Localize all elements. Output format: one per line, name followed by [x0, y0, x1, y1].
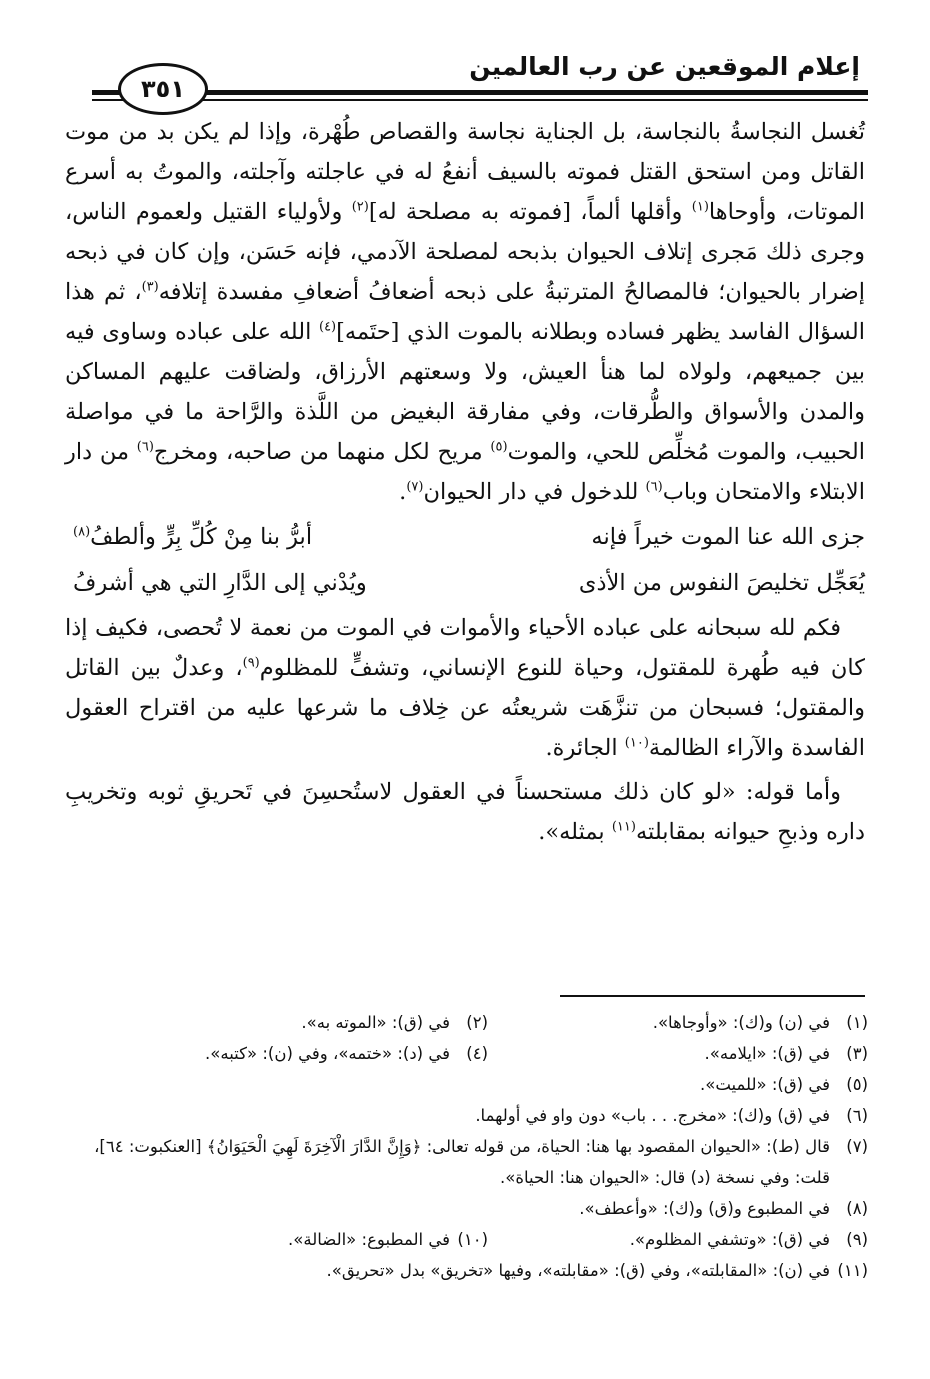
poem [65, 514, 865, 606]
footnote-marker: (١٠) [624, 735, 649, 751]
paragraph-text: ولأولياء القتيل ولعموم الناس، وجرى ذلك مَجرى إتلاف الحيوان بذبحه لمصلحة الآدمي، فإنه حَسَن، وإن كان في ذبحه إضرار بالحيوان؛ فالمصالحُ المترتبةُ على ذبحه أضعافُ أضعافِ مفسدة إتلافه [65, 199, 865, 305]
paragraph-text: . [399, 479, 407, 505]
footnote-marker: (٦) [136, 439, 154, 455]
footnote: (٦) في (ق) و(ك): «مخرج. . . باب» دون واو في أولهما. [475, 1106, 868, 1125]
footnote-marker: (٣) [141, 279, 159, 295]
footnote: (١٠) في المطبوع: «الضالة». [288, 1230, 488, 1249]
footnote-marker: (٥) [490, 439, 508, 455]
paragraph-text: بمثله». [538, 819, 612, 845]
paragraph-text: فكم لله سبحانه على عباده الأحياء والأموات في الموت من نعمة لا تُحصى، فكيف إذا كان فيه طُهرة للمقتول، وحياة للنوع الإنساني، وتشفٍّ للمظلوم [65, 615, 865, 681]
footnote: (٨) في المطبوع و(ق) و(ك): «وأعطف». [579, 1199, 868, 1218]
page-number-badge: ٣٥١ [118, 63, 208, 115]
paragraph [65, 112, 865, 512]
paragraph-text: من دار الابتلاء والامتحان وباب [65, 439, 865, 505]
footnote: (٤) في (د): «ختمه»، وفي (ن): «كتبه». [205, 1044, 488, 1063]
paragraph-text: الله على عباده وساوى فيه بين جميعهم، ولولاه لما هنأ العيش، ولا وسعتهم الأرزاق، ولضاقت عليهم المساكن والمدن والأسواق والطُّرقات، وفي مفارقة البغيض من اللَّذة والرَّاحة ما في مواصلة الحبيب، والموت مُخلِّص للحي، والموت [65, 319, 866, 465]
running-header-title: إعلام الموقعين عن رب العالمين [469, 52, 860, 81]
footnote-marker: (٩) [242, 655, 260, 671]
header-rule-thin [92, 99, 868, 101]
footnote: (١١) في (ن): «المقابلته»، وفي (ق): «مقابلته»، وفيها «تخريق» بدل «تحريق». [326, 1261, 868, 1280]
footnotes [60, 1007, 868, 1286]
paragraph-text: الجائرة. [545, 735, 625, 761]
poem-verse [65, 560, 865, 606]
footnote: (٩) في (ق): «وتشفي المظلوم». [629, 1230, 868, 1249]
footnote-marker: (٢) [351, 199, 369, 215]
footnote-marker: (٧) [406, 479, 424, 495]
paragraph-text: ، ثم هذا السؤال الفاسد يظهر فساده وبطلانه بالموت الذي [حتَمه] [65, 279, 865, 345]
paragraph-text: للدخول في دار الحيوان [423, 479, 646, 505]
verse-second-hemistich: أبرُّ بنا مِنْ كُلِّ بِرٍّ وألطفُ$^{(٨)}$ [73, 524, 313, 550]
footnote-marker: (٨) [73, 524, 91, 540]
paragraph-text: تُغسل النجاسةُ بالنجاسة، بل الجناية نجاسة والقصاص طُهْرة، وإذا لم يكن بد من موت القاتل ومن استحق القتل فموته بالسيف أنفعُ له في عاجلته وآجلته، والموتُ به أسرع الموتات، وأوحاها [65, 119, 866, 225]
verse-second-hemistich: ويُدْني إلى الدَّارِ التي هي أشرفُ [73, 570, 367, 596]
verse-first-hemistich: يُعَجِّل تخليصَ النفوس من الأذى [578, 570, 865, 596]
paragraph [65, 608, 865, 768]
paragraph [65, 772, 865, 852]
header-rule-thick [92, 90, 868, 95]
paragraph-text: وأقلها ألماً، [فموته به مصلحة له] [368, 199, 692, 225]
footnote-marker: (١١) [611, 819, 636, 835]
footnote: (٢) في (ق): «الموته به». [301, 1013, 488, 1032]
footnote: (٣) في (ق): «ايلامه». [704, 1044, 868, 1063]
footnote-separator [560, 995, 865, 997]
footnote: (٥) في (ق): «للميت». [699, 1075, 868, 1094]
footnote-marker: (١) [691, 199, 709, 215]
verse-first-hemistich: جزى الله عنا الموت خيراً فإنه [591, 524, 865, 550]
main-text [65, 112, 865, 852]
poem-verse [65, 514, 865, 560]
paragraph-text: وأما قوله: «لو كان ذلك مستحسناً في العقول لاستُحسِنَ في تَحريقِ ثوبه وتخريبِ داره وذبحِ حيوانه بمقابلته [65, 779, 865, 845]
paragraph-text: ، وعدلٌ بين القاتل والمقتول؛ فسبحان من تنزَّهَت شريعتُه عن خِلاف ما شرعها عليه من اقتراح العقول الفاسدة والآراء الظالمة [65, 655, 865, 761]
paragraph-text: مريح لكل منهما من صاحبه، ومخرج [153, 439, 491, 465]
footnote-marker: (٦) [645, 479, 663, 495]
footnote: (١) في (ن) و(ك): «وأوجاها». [652, 1013, 868, 1032]
footnote: (٧) قال (ط): «الحيوان المقصود بها هنا: الحياة، من قوله تعالى: ﴿وَإِنَّ الدَّارَ الْآخِرَةَ لَهِيَ الْحَيَوَانُ﴾ [العنكبوت: ٦٤]، قلت: وفي نسخة (د) قال: «الحيوان هنا: الحياة». [94, 1137, 868, 1187]
footnote-marker: (٤) [318, 319, 337, 335]
